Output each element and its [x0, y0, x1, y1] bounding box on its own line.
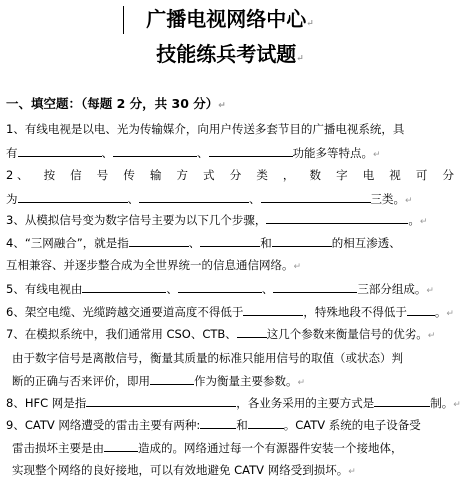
paragraph-mark: ↵: [348, 467, 356, 477]
answer-blank[interactable]: [129, 235, 189, 247]
section-heading: 一、填空题：（每题 2 分，共 30 分）↵: [6, 96, 226, 111]
answer-blank[interactable]: [273, 281, 357, 293]
paragraph-mark: ↵: [419, 217, 428, 227]
paragraph-mark: ↵: [297, 378, 306, 388]
question-1-line-1: 1、有线电视是以电、光为传输媒介，向用户传送多套节目的广播电视系统，具: [6, 122, 405, 136]
answer-blank[interactable]: [261, 191, 371, 203]
answer-blank[interactable]: [243, 304, 303, 316]
answer-blank[interactable]: [104, 440, 138, 452]
question-4-line-1: 4、“三网融合”，就是指 、 和 的相互渗透、: [6, 236, 401, 250]
question-2-line-2: 为 、 、 三类。↵: [6, 192, 413, 206]
answer-blank[interactable]: [86, 395, 236, 407]
answer-blank[interactable]: [178, 281, 262, 293]
answer-blank[interactable]: [407, 304, 435, 316]
question-7-line-3: 断的正确与否来评价，即用 作为衡量主要参数。↵: [12, 374, 306, 388]
answer-blank[interactable]: [272, 235, 332, 247]
question-8: 8、HFC 网是指 ，各业务采用的主要方式是 制。↵: [6, 396, 461, 410]
answer-blank[interactable]: [18, 145, 102, 157]
question-7-line-1: 7、在模拟系统中，我们通常用 CSO、CTB、 这几个参数来衡量信号的优劣。↵: [6, 327, 436, 341]
answer-blank[interactable]: [150, 373, 194, 385]
paragraph-mark: ↵: [446, 309, 454, 319]
answer-blank[interactable]: [266, 212, 408, 224]
paragraph-mark: ↵: [373, 150, 381, 160]
question-7-line-2: 由于数字信号是离散信号，衡量其质量的标准只能用信号的取值（或状态）判: [12, 351, 403, 365]
question-1-line-2: 有 、 、 功能多等特点。↵: [6, 146, 381, 160]
paragraph-mark: ↵: [306, 19, 314, 29]
answer-blank[interactable]: [200, 235, 260, 247]
paragraph-mark: ↵: [296, 54, 304, 64]
question-5: 5、有线电视由 、 、 三部分组成。↵: [6, 282, 434, 296]
question-9-line-3: 实现整个网络的良好接地，可以有效地避免 CATV 网络受到损坏。↵: [12, 463, 356, 477]
paragraph-mark: ↵: [293, 262, 302, 272]
question-2-line-1: 2 、 按 信 号 传 输 方 式 分 类 ， 数 字 电 视 可 分: [6, 168, 454, 182]
answer-blank[interactable]: [139, 191, 249, 203]
question-6: 6、架空电缆、光缆跨越交通要道高度不得低于 ，特殊地段不得低于 。↵: [6, 305, 454, 319]
document-title: 广播电视网络中心↵: [146, 7, 314, 31]
answer-blank[interactable]: [374, 395, 430, 407]
question-9-line-2: 雷击损坏主要是由 造成的。网络通过每一个有源器件安装一个接地体，: [12, 441, 403, 455]
paragraph-mark: ↵: [218, 101, 226, 111]
paragraph-mark: ↵: [426, 286, 434, 296]
answer-blank[interactable]: [237, 326, 267, 338]
answer-blank[interactable]: [200, 417, 236, 429]
question-3: 3、从模拟信号变为数字信号主要为以下几个步骤， 。↵: [6, 213, 428, 227]
answer-blank[interactable]: [209, 145, 293, 157]
answer-blank[interactable]: [248, 417, 284, 429]
question-9-line-1: 9、CATV 网络遭受的雷击主要有两种: 和 。CATV 系统的电子设备受: [6, 418, 421, 432]
answer-blank[interactable]: [113, 145, 197, 157]
paragraph-mark: ↵: [453, 400, 461, 410]
document-subtitle: 技能练兵考试题↵: [156, 42, 304, 66]
paragraph-mark: ↵: [427, 331, 436, 341]
answer-blank[interactable]: [18, 191, 128, 203]
answer-blank[interactable]: [82, 281, 166, 293]
question-4-line-2: 互相兼容、并逐步整合成为全世界统一的信息通信网络。↵: [6, 258, 302, 272]
paragraph-mark: ↵: [405, 196, 413, 206]
